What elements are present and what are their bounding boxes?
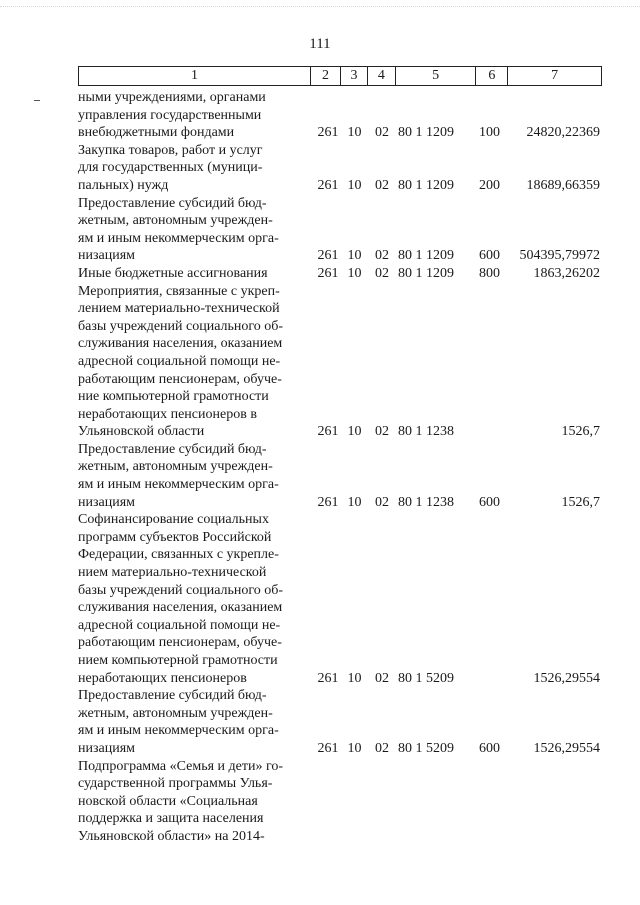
column-header-4: 4 <box>368 67 396 85</box>
amount-value: 1863,26202 <box>533 265 600 281</box>
subsection-code: 10 <box>347 125 362 141</box>
page-number: 111 <box>309 36 331 52</box>
section-code: 261 <box>317 494 339 510</box>
description-line: работающим пенсионерам, обуче- <box>78 371 282 387</box>
description-line: лением материально-технической <box>78 301 280 317</box>
section-code: 261 <box>317 265 339 281</box>
amount-value: 18689,66359 <box>526 177 600 193</box>
table-body <box>78 89 602 846</box>
table-row <box>78 265 602 283</box>
description-line: Предоставление субсидий бюд- <box>78 195 267 211</box>
section-code: 261 <box>317 125 339 141</box>
description-line: Ульяновской области» на 2014- <box>78 828 265 844</box>
item-code: 02 <box>375 265 389 281</box>
amount-value: 1526,7 <box>561 424 600 440</box>
item-code: 02 <box>375 740 389 756</box>
description-line: жетным, автономным учрежден- <box>78 213 273 229</box>
row-description <box>78 687 311 757</box>
description-line: Закупка товаров, работ и услуг <box>78 142 263 158</box>
table-row <box>78 758 602 846</box>
target-article-code: 80 1 5209 <box>398 740 454 756</box>
row-description <box>78 758 311 846</box>
table-header <box>78 66 602 86</box>
description-line: ям и иным некоммерческим орга- <box>78 230 279 246</box>
target-article-code: 80 1 5209 <box>398 670 454 686</box>
section-code: 261 <box>317 177 339 193</box>
description-line: ям и иным некоммерческим орга- <box>78 723 279 739</box>
description-line: пальных) нужд <box>78 177 169 193</box>
description-line: служивания населения, оказанием <box>78 600 283 616</box>
section-code: 261 <box>317 740 339 756</box>
column-header-7: 7 <box>551 68 559 83</box>
column-header-2: 2 <box>311 67 341 85</box>
description-line: низациям <box>78 494 136 510</box>
amount-value: 1526,29554 <box>533 740 600 756</box>
target-article-code: 80 1 1209 <box>398 248 454 264</box>
amount-value: 504395,79972 <box>519 248 600 264</box>
expense-type-code: 200 <box>479 177 500 193</box>
subsection-code: 10 <box>347 424 362 440</box>
section-code: 261 <box>317 248 339 264</box>
description-line: неработающих пенсионеров <box>78 670 247 686</box>
description-line: Подпрограмма «Семья и дети» го- <box>78 758 284 774</box>
description-line: Ульяновской области <box>78 424 205 440</box>
description-line: низациям <box>78 248 136 264</box>
description-line: адресной социальной помощи не- <box>78 617 281 633</box>
description-line: управления государственными <box>78 107 262 123</box>
description-line: программ субъектов Российской <box>78 529 272 545</box>
description-line: жетным, автономным учрежден- <box>78 459 273 475</box>
table-row <box>78 195 602 265</box>
description-line: базы учреждений социального об- <box>78 318 284 334</box>
amount-value: 1526,7 <box>561 494 600 510</box>
description-line: ние компьютерной грамотности <box>78 389 269 405</box>
row-description <box>78 195 311 265</box>
expense-type-code: 800 <box>479 265 500 281</box>
subsection-code: 10 <box>347 670 362 686</box>
item-code: 02 <box>375 670 389 686</box>
description-line: неработающих пенсионеров в <box>78 406 257 422</box>
table-row <box>78 687 602 757</box>
amount-value: 24820,22369 <box>526 125 600 141</box>
description-line: жетным, автономным учрежден- <box>78 705 273 721</box>
section-code: 261 <box>317 424 339 440</box>
description-line: поддержка и защита населения <box>78 811 264 827</box>
description-line: новской области «Социальная <box>78 793 258 809</box>
column-header-1: 1 <box>79 67 311 85</box>
target-article-code: 80 1 1209 <box>398 125 454 141</box>
subsection-code: 10 <box>347 740 362 756</box>
description-line: сударственной программы Улья- <box>78 776 273 792</box>
row-description <box>78 265 311 283</box>
description-line: для государственных (муници- <box>78 160 263 176</box>
row-description <box>78 89 311 142</box>
row-description <box>78 511 311 687</box>
target-article-code: 80 1 1209 <box>398 177 454 193</box>
column-header-5: 5 <box>396 67 477 85</box>
description-line: ям и иным некоммерческим орга- <box>78 477 279 493</box>
column-header-3: 3 <box>341 67 368 85</box>
target-article-code: 80 1 1209 <box>398 265 454 281</box>
amount-value: 1526,29554 <box>533 670 600 686</box>
margin-mark <box>34 100 40 101</box>
description-line: работающим пенсионерам, обуче- <box>78 635 282 651</box>
row-description <box>78 441 311 511</box>
target-article-code: 80 1 1238 <box>398 424 454 440</box>
description-line: служивания населения, оказанием <box>78 336 283 352</box>
row-description <box>78 283 311 441</box>
subsection-code: 10 <box>347 265 362 281</box>
description-line: Иные бюджетные ассигнования <box>78 265 268 281</box>
description-line: базы учреждений социального об- <box>78 582 284 598</box>
description-line: Федерации, связанных с укрепле- <box>78 547 279 563</box>
description-line: Мероприятия, связанные с укреп- <box>78 283 280 299</box>
row-description <box>78 142 311 195</box>
expense-type-code: 100 <box>479 125 500 141</box>
description-line: Предоставление субсидий бюд- <box>78 688 267 704</box>
item-code: 02 <box>375 494 389 510</box>
item-code: 02 <box>375 424 389 440</box>
expense-type-code: 600 <box>479 740 500 756</box>
subsection-code: 10 <box>347 248 362 264</box>
expense-type-code: 600 <box>479 248 500 264</box>
subsection-code: 10 <box>347 494 362 510</box>
item-code: 02 <box>375 248 389 264</box>
expense-type-code: 600 <box>479 494 500 510</box>
scan-artifact <box>0 6 640 11</box>
table-row <box>78 283 602 441</box>
description-line: низациям <box>78 740 136 756</box>
description-line: нием материально-технической <box>78 565 267 581</box>
description-line: адресной социальной помощи не- <box>78 353 281 369</box>
description-line: нием компьютерной грамотности <box>78 653 278 668</box>
description-line: внебюджетными фондами <box>78 125 235 141</box>
description-line: Софинансирование социальных <box>78 512 269 528</box>
table-row <box>78 89 602 142</box>
section-code: 261 <box>317 670 339 686</box>
description-line: Предоставление субсидий бюд- <box>78 441 267 457</box>
table-row <box>78 511 602 687</box>
item-code: 02 <box>375 177 389 193</box>
table-row <box>78 441 602 511</box>
target-article-code: 80 1 1238 <box>398 494 454 510</box>
item-code: 02 <box>375 125 389 141</box>
subsection-code: 10 <box>347 177 362 193</box>
description-line: ными учреждениями, органами <box>78 90 266 105</box>
column-header-6: 6 <box>476 67 508 85</box>
table-row <box>78 142 602 195</box>
